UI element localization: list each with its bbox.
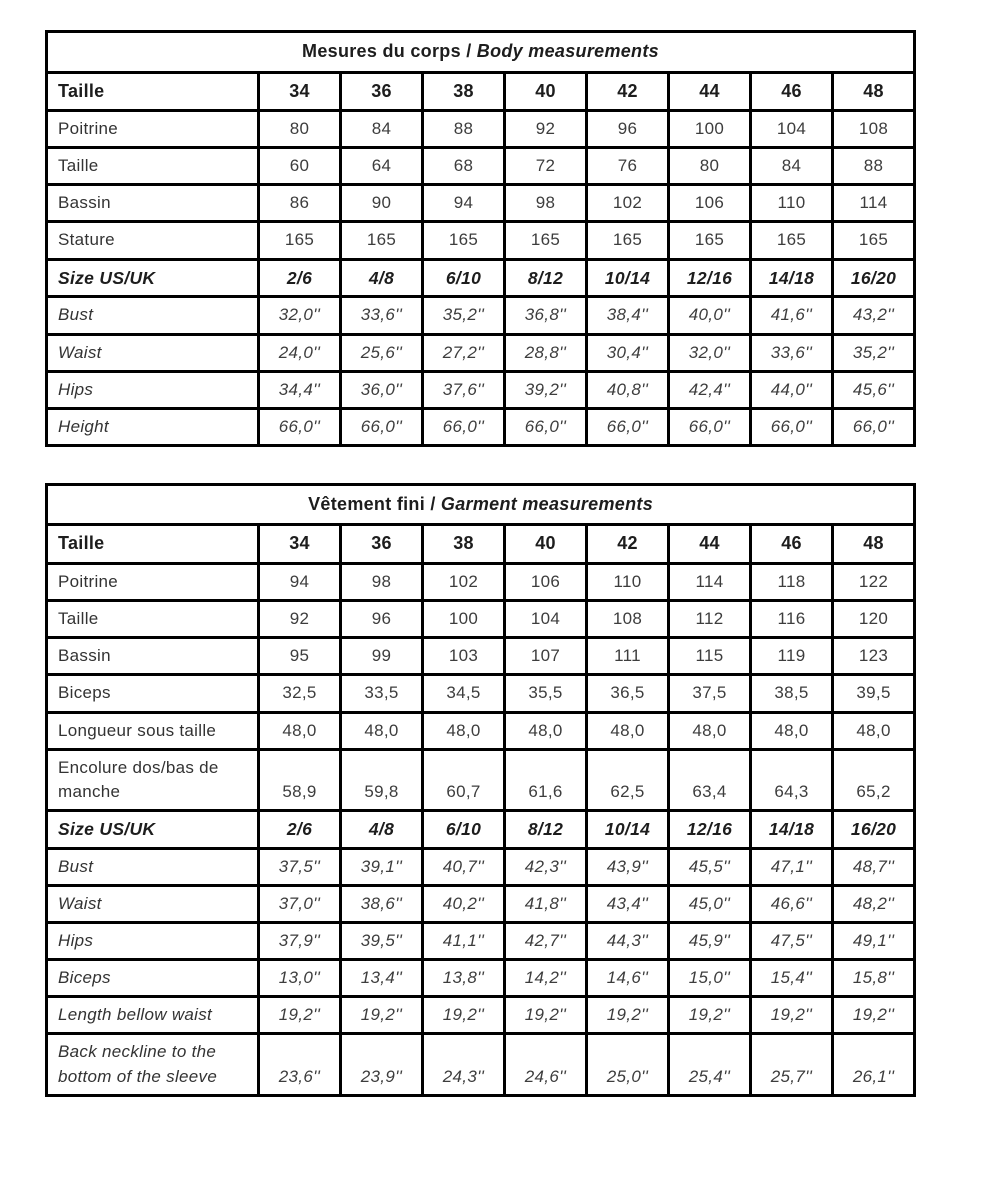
value-cell: 13,8'' (423, 960, 505, 997)
value-cell: 40,2'' (423, 885, 505, 922)
value-cell: 8/12 (505, 259, 587, 297)
table-row (47, 297, 915, 334)
value-cell: 38 (423, 525, 505, 564)
value-cell: 44 (669, 72, 751, 111)
value-cell: 14/18 (751, 810, 833, 848)
value-cell: 19,2'' (669, 997, 751, 1034)
value-cell: 37,0'' (259, 885, 341, 922)
value-cell: 88 (833, 148, 915, 185)
value-cell: 44,3'' (587, 923, 669, 960)
value-cell: 24,0'' (259, 334, 341, 371)
value-cell: 165 (341, 222, 423, 259)
value-cell: 15,4'' (751, 960, 833, 997)
row-label: Biceps (47, 960, 259, 997)
value-cell: 33,6'' (341, 297, 423, 334)
value-cell: 165 (833, 222, 915, 259)
value-cell: 48,0 (669, 712, 751, 749)
value-cell: 19,2'' (423, 997, 505, 1034)
value-cell: 6/10 (423, 259, 505, 297)
value-cell: 47,5'' (751, 923, 833, 960)
table-row (47, 111, 915, 148)
value-cell: 34,5 (423, 675, 505, 712)
value-cell: 165 (423, 222, 505, 259)
value-cell: 38,4'' (587, 297, 669, 334)
table-row (47, 1034, 915, 1095)
value-cell: 100 (669, 111, 751, 148)
value-cell: 4/8 (341, 259, 423, 297)
table-row (47, 923, 915, 960)
garment-measurements-table (45, 483, 916, 1097)
table-title (47, 32, 915, 73)
value-cell: 88 (423, 111, 505, 148)
value-cell: 49,1'' (833, 923, 915, 960)
value-cell: 60,7 (423, 749, 505, 810)
value-cell: 118 (751, 564, 833, 601)
table-row (47, 259, 915, 297)
value-cell: 2/6 (259, 259, 341, 297)
value-cell: 42 (587, 525, 669, 564)
value-cell: 38,6'' (341, 885, 423, 922)
table-row (47, 72, 915, 111)
table-row (47, 148, 915, 185)
value-cell: 4/8 (341, 810, 423, 848)
value-cell: 102 (423, 564, 505, 601)
value-cell: 25,7'' (751, 1034, 833, 1095)
value-cell: 32,0'' (259, 297, 341, 334)
value-cell: 66,0'' (423, 408, 505, 445)
value-cell: 108 (833, 111, 915, 148)
value-cell: 27,2'' (423, 334, 505, 371)
value-cell: 36 (341, 72, 423, 111)
value-cell: 102 (587, 185, 669, 222)
table-row (47, 997, 915, 1034)
value-cell: 36,0'' (341, 371, 423, 408)
row-label: Taille (47, 601, 259, 638)
value-cell: 13,4'' (341, 960, 423, 997)
value-cell: 64,3 (751, 749, 833, 810)
value-cell: 35,2'' (423, 297, 505, 334)
value-cell: 96 (341, 601, 423, 638)
row-label: Size US/UK (47, 259, 259, 297)
table-row (47, 601, 915, 638)
table-row (47, 371, 915, 408)
table-row (47, 675, 915, 712)
value-cell: 37,6'' (423, 371, 505, 408)
value-cell: 110 (751, 185, 833, 222)
value-cell: 115 (669, 638, 751, 675)
value-cell: 76 (587, 148, 669, 185)
value-cell: 34,4'' (259, 371, 341, 408)
table-row (47, 749, 915, 810)
value-cell: 2/6 (259, 810, 341, 848)
value-cell: 6/10 (423, 810, 505, 848)
value-cell: 123 (833, 638, 915, 675)
value-cell: 13,0'' (259, 960, 341, 997)
value-cell: 66,0'' (587, 408, 669, 445)
value-cell: 38 (423, 72, 505, 111)
value-cell: 25,6'' (341, 334, 423, 371)
table-row (47, 712, 915, 749)
value-cell: 165 (587, 222, 669, 259)
table-row (47, 408, 915, 445)
value-cell: 46 (751, 72, 833, 111)
row-label: Biceps (47, 675, 259, 712)
value-cell: 25,0'' (587, 1034, 669, 1095)
row-label: Back neckline to the bottom of the sleeve (47, 1034, 259, 1095)
value-cell: 24,6'' (505, 1034, 587, 1095)
value-cell: 45,5'' (669, 848, 751, 885)
value-cell: 15,8'' (833, 960, 915, 997)
value-cell: 61,6 (505, 749, 587, 810)
value-cell: 8/12 (505, 810, 587, 848)
title-english: Body measurements (476, 41, 659, 61)
value-cell: 30,4'' (587, 334, 669, 371)
value-cell: 66,0'' (669, 408, 751, 445)
value-cell: 90 (341, 185, 423, 222)
value-cell: 63,4 (669, 749, 751, 810)
value-cell: 19,2'' (341, 997, 423, 1034)
value-cell: 10/14 (587, 259, 669, 297)
row-label: Bust (47, 848, 259, 885)
value-cell: 80 (259, 111, 341, 148)
value-cell: 16/20 (833, 810, 915, 848)
value-cell: 99 (341, 638, 423, 675)
value-cell: 40,8'' (587, 371, 669, 408)
table-title-row (47, 484, 915, 525)
table-row (47, 885, 915, 922)
value-cell: 48 (833, 72, 915, 111)
value-cell: 33,6'' (751, 334, 833, 371)
value-cell: 58,9 (259, 749, 341, 810)
value-cell: 39,5 (833, 675, 915, 712)
table-row (47, 525, 915, 564)
value-cell: 12/16 (669, 259, 751, 297)
value-cell: 40 (505, 72, 587, 111)
value-cell: 32,5 (259, 675, 341, 712)
value-cell: 45,9'' (669, 923, 751, 960)
value-cell: 98 (341, 564, 423, 601)
row-label: Stature (47, 222, 259, 259)
value-cell: 39,5'' (341, 923, 423, 960)
row-label: Waist (47, 334, 259, 371)
row-label: Bust (47, 297, 259, 334)
row-label: Taille (47, 148, 259, 185)
value-cell: 41,8'' (505, 885, 587, 922)
value-cell: 66,0'' (259, 408, 341, 445)
value-cell: 48,0 (259, 712, 341, 749)
row-label: Height (47, 408, 259, 445)
value-cell: 94 (259, 564, 341, 601)
value-cell: 48,0 (505, 712, 587, 749)
value-cell: 34 (259, 72, 341, 111)
value-cell: 37,5'' (259, 848, 341, 885)
value-cell: 65,2 (833, 749, 915, 810)
value-cell: 103 (423, 638, 505, 675)
value-cell: 40,0'' (669, 297, 751, 334)
value-cell: 106 (669, 185, 751, 222)
value-cell: 110 (587, 564, 669, 601)
value-cell: 120 (833, 601, 915, 638)
table-row (47, 960, 915, 997)
value-cell: 48,7'' (833, 848, 915, 885)
value-cell: 60 (259, 148, 341, 185)
body-measurements-table (45, 30, 916, 447)
value-cell: 15,0'' (669, 960, 751, 997)
value-cell: 37,9'' (259, 923, 341, 960)
row-label: Bassin (47, 185, 259, 222)
value-cell: 36 (341, 525, 423, 564)
value-cell: 34 (259, 525, 341, 564)
value-cell: 23,9'' (341, 1034, 423, 1095)
value-cell: 84 (341, 111, 423, 148)
value-cell: 19,2'' (259, 997, 341, 1034)
value-cell: 36,8'' (505, 297, 587, 334)
value-cell: 26,1'' (833, 1034, 915, 1095)
value-cell: 114 (833, 185, 915, 222)
value-cell: 43,4'' (587, 885, 669, 922)
value-cell: 92 (259, 601, 341, 638)
value-cell: 44 (669, 525, 751, 564)
title-french: Vêtement fini / (308, 493, 441, 514)
value-cell: 94 (423, 185, 505, 222)
table-row (47, 848, 915, 885)
value-cell: 39,2'' (505, 371, 587, 408)
value-cell: 35,2'' (833, 334, 915, 371)
value-cell: 45,0'' (669, 885, 751, 922)
value-cell: 43,9'' (587, 848, 669, 885)
value-cell: 35,5 (505, 675, 587, 712)
value-cell: 39,1'' (341, 848, 423, 885)
value-cell: 40 (505, 525, 587, 564)
value-cell: 104 (505, 601, 587, 638)
value-cell: 37,5 (669, 675, 751, 712)
value-cell: 59,8 (341, 749, 423, 810)
value-cell: 12/16 (669, 810, 751, 848)
row-label: Waist (47, 885, 259, 922)
value-cell: 165 (259, 222, 341, 259)
table-title-row (47, 32, 915, 73)
value-cell: 112 (669, 601, 751, 638)
value-cell: 108 (587, 601, 669, 638)
title-english: Garment measurements (440, 493, 654, 514)
table-row (47, 564, 915, 601)
row-label: Longueur sous taille (47, 712, 259, 749)
table-row (47, 185, 915, 222)
value-cell: 165 (505, 222, 587, 259)
value-cell: 23,6'' (259, 1034, 341, 1095)
table-row (47, 334, 915, 371)
value-cell: 72 (505, 148, 587, 185)
value-cell: 122 (833, 564, 915, 601)
value-cell: 42,3'' (505, 848, 587, 885)
row-label: Bassin (47, 638, 259, 675)
value-cell: 96 (587, 111, 669, 148)
value-cell: 104 (751, 111, 833, 148)
value-cell: 16/20 (833, 259, 915, 297)
row-label: Poitrine (47, 564, 259, 601)
row-label: Size US/UK (47, 810, 259, 848)
value-cell: 42,4'' (669, 371, 751, 408)
row-label: Taille (47, 72, 259, 111)
value-cell: 66,0'' (505, 408, 587, 445)
value-cell: 43,2'' (833, 297, 915, 334)
value-cell: 46 (751, 525, 833, 564)
value-cell: 98 (505, 185, 587, 222)
value-cell: 40,7'' (423, 848, 505, 885)
value-cell: 19,2'' (833, 997, 915, 1034)
value-cell: 48 (833, 525, 915, 564)
value-cell: 32,0'' (669, 334, 751, 371)
value-cell: 46,6'' (751, 885, 833, 922)
row-label: Length bellow waist (47, 997, 259, 1034)
value-cell: 14/18 (751, 259, 833, 297)
value-cell: 44,0'' (751, 371, 833, 408)
value-cell: 165 (669, 222, 751, 259)
value-cell: 48,0 (833, 712, 915, 749)
value-cell: 86 (259, 185, 341, 222)
value-cell: 119 (751, 638, 833, 675)
value-cell: 24,3'' (423, 1034, 505, 1095)
value-cell: 100 (423, 601, 505, 638)
value-cell: 45,6'' (833, 371, 915, 408)
value-cell: 68 (423, 148, 505, 185)
value-cell: 14,6'' (587, 960, 669, 997)
value-cell: 48,0 (423, 712, 505, 749)
title-french: Mesures du corps / (302, 41, 477, 61)
value-cell: 19,2'' (587, 997, 669, 1034)
value-cell: 42 (587, 72, 669, 111)
value-cell: 66,0'' (341, 408, 423, 445)
value-cell: 19,2'' (505, 997, 587, 1034)
value-cell: 28,8'' (505, 334, 587, 371)
row-label: Encolure dos/bas de manche (47, 749, 259, 810)
row-label: Poitrine (47, 111, 259, 148)
value-cell: 47,1'' (751, 848, 833, 885)
value-cell: 14,2'' (505, 960, 587, 997)
row-label: Taille (47, 525, 259, 564)
value-cell: 48,0 (751, 712, 833, 749)
value-cell: 114 (669, 564, 751, 601)
row-label: Hips (47, 923, 259, 960)
value-cell: 42,7'' (505, 923, 587, 960)
value-cell: 111 (587, 638, 669, 675)
value-cell: 25,4'' (669, 1034, 751, 1095)
value-cell: 64 (341, 148, 423, 185)
value-cell: 62,5 (587, 749, 669, 810)
value-cell: 66,0'' (833, 408, 915, 445)
value-cell: 10/14 (587, 810, 669, 848)
value-cell: 84 (751, 148, 833, 185)
table-row (47, 222, 915, 259)
value-cell: 41,1'' (423, 923, 505, 960)
value-cell: 48,0 (587, 712, 669, 749)
value-cell: 66,0'' (751, 408, 833, 445)
value-cell: 48,0 (341, 712, 423, 749)
value-cell: 41,6'' (751, 297, 833, 334)
value-cell: 165 (751, 222, 833, 259)
value-cell: 48,2'' (833, 885, 915, 922)
value-cell: 106 (505, 564, 587, 601)
value-cell: 107 (505, 638, 587, 675)
value-cell: 92 (505, 111, 587, 148)
row-label: Hips (47, 371, 259, 408)
value-cell: 19,2'' (751, 997, 833, 1034)
value-cell: 95 (259, 638, 341, 675)
table-row (47, 810, 915, 848)
table-row (47, 638, 915, 675)
value-cell: 33,5 (341, 675, 423, 712)
value-cell: 38,5 (751, 675, 833, 712)
value-cell: 80 (669, 148, 751, 185)
value-cell: 116 (751, 601, 833, 638)
table-title (47, 484, 915, 525)
value-cell: 36,5 (587, 675, 669, 712)
